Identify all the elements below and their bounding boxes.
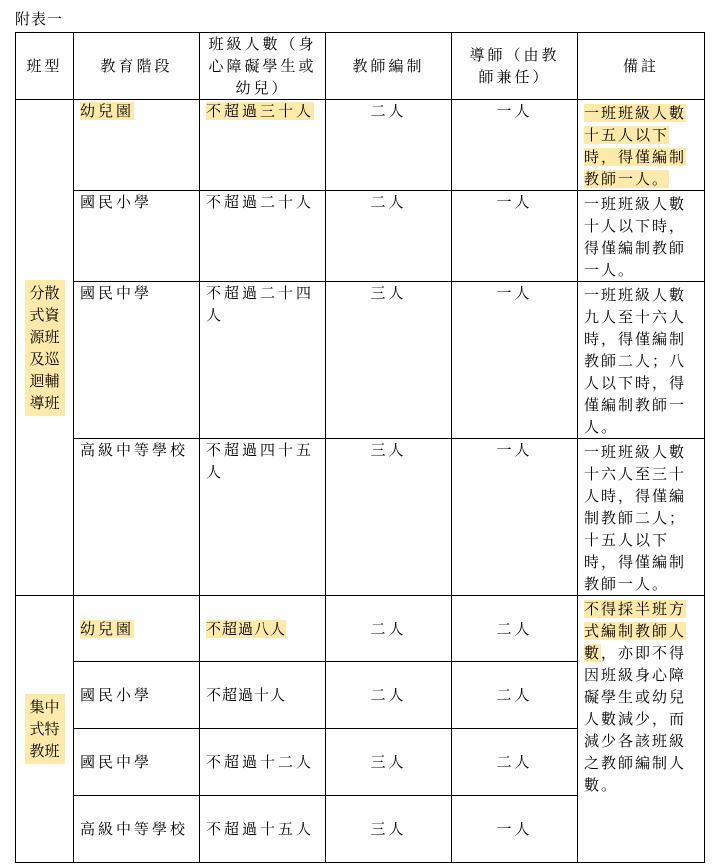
table-caption: 附表一 xyxy=(15,10,64,28)
size-cell: 不超過十五人 xyxy=(200,796,326,863)
note-cell xyxy=(578,596,705,863)
header-type: 班型 xyxy=(16,33,74,100)
class-type-cell xyxy=(16,100,74,596)
mentor-cell: 二人 xyxy=(452,729,578,796)
header-stage: 教育階段 xyxy=(74,33,200,100)
stage-cell: 國民小學 xyxy=(74,662,200,729)
stage-cell: 高級中等學校 xyxy=(74,796,200,863)
mentor-cell: 一人 xyxy=(452,100,578,191)
mentor-cell: 二人 xyxy=(452,662,578,729)
stage-cell: 國民小學 xyxy=(74,191,200,282)
teacher-cell: 三人 xyxy=(326,729,452,796)
teacher-cell: 二人 xyxy=(326,191,452,282)
teacher-cell: 三人 xyxy=(326,439,452,596)
table-row xyxy=(16,191,705,282)
teacher-cell: 三人 xyxy=(326,796,452,863)
class-type-label: 分散式資源班及巡迴輔導班 xyxy=(25,280,65,416)
table-row xyxy=(16,282,705,439)
stage-cell: 幼兒園 xyxy=(74,596,200,662)
size-cell: 不超過三十人 xyxy=(200,100,326,191)
teacher-cell: 二人 xyxy=(326,596,452,662)
size-cell: 不超過八人 xyxy=(200,596,326,662)
stage-cell: 國民中學 xyxy=(74,282,200,439)
stage-cell: 國民中學 xyxy=(74,729,200,796)
header-row xyxy=(16,33,705,100)
size-cell: 不超過二十四人 xyxy=(200,282,326,439)
header-note: 備註 xyxy=(578,33,705,100)
header-size: 班級人數（身心障礙學生或幼兒） xyxy=(200,33,326,100)
teacher-cell: 二人 xyxy=(326,100,452,191)
note-cell: 一班班級人數九人至十六人時，得僅編制教師二人；八人以下時，得僅編制教師一人。 xyxy=(578,282,705,439)
note-rest: ，亦即不得因班級身心障礙學生或幼兒人數減少，而減少各該班級之教師編制人數。 xyxy=(584,644,687,794)
note-cell: 一班班級人數十五人以下時，得僅編制教師一人。 xyxy=(578,100,705,191)
class-type-label: 集中式特教班 xyxy=(25,694,65,764)
mentor-cell: 一人 xyxy=(452,191,578,282)
mentor-cell: 一人 xyxy=(452,439,578,596)
mentor-cell: 一人 xyxy=(452,796,578,863)
size-cell: 不超過四十五人 xyxy=(200,439,326,596)
stage-cell: 高級中等學校 xyxy=(74,439,200,596)
header-teacher: 教師編制 xyxy=(326,33,452,100)
mentor-cell: 一人 xyxy=(452,282,578,439)
teacher-quota-table xyxy=(15,32,705,863)
table-row xyxy=(16,100,705,191)
stage-cell: 幼兒園 xyxy=(74,100,200,191)
size-cell: 不超過十人 xyxy=(200,662,326,729)
class-type-cell xyxy=(16,596,74,863)
size-cell: 不超過十二人 xyxy=(200,729,326,796)
table-row xyxy=(16,439,705,596)
mentor-cell: 二人 xyxy=(452,596,578,662)
size-cell: 不超過二十人 xyxy=(200,191,326,282)
note-cell: 一班班級人數十六人至三十人時，得僅編制教師二人；十五人以下時，得僅編制教師一人。 xyxy=(578,439,705,596)
teacher-cell: 二人 xyxy=(326,662,452,729)
table-row xyxy=(16,596,705,662)
header-mentor: 導師（由教師兼任） xyxy=(452,33,578,100)
note-cell: 一班班級人數十人以下時，得僅編制教師一人。 xyxy=(578,191,705,282)
note-highlight: 不得採半班方式編制教師人數 xyxy=(584,600,687,662)
teacher-cell: 三人 xyxy=(326,282,452,439)
